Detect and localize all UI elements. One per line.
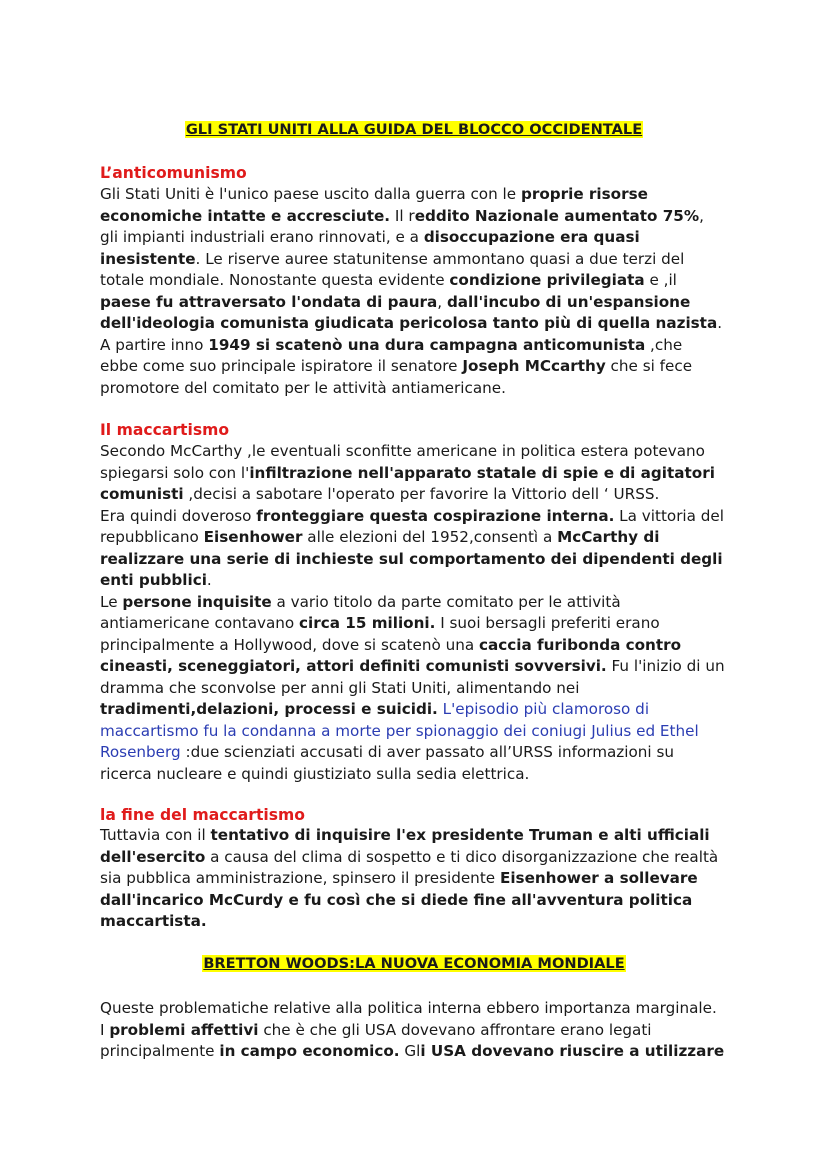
text-line: dell'esercito a causa del clima di sospetto e ti dico disorganizzazione che realtà bbox=[100, 847, 719, 866]
text-line: ricerca nucleare e quindi giustiziato sulla sedia elettrica. bbox=[100, 764, 530, 783]
text-line: comunisti ,decisi a sabotare l'operato per favorire la Vittorio dell ‘ URSS. bbox=[100, 485, 660, 503]
text-line: totale mondiale. Nonostante questa evidente condizione privilegiata e ,il bbox=[100, 271, 677, 289]
text-line: realizzare una serie di inchieste sul comportamento dei dipendenti degli bbox=[100, 549, 723, 568]
text-line: Rosenberg :due scienziati accusati di aver passato all’URSS informazioni su bbox=[100, 743, 675, 761]
text-line: tradimenti,delazioni, processi e suicidi. L'episodio più clamoroso di bbox=[100, 700, 650, 718]
text-line: Gli Stati Uniti è l'unico paese uscito dalla guerra con le proprie risorse bbox=[100, 185, 648, 203]
text-line: maccartismo fu la condanna a morte per spionaggio dei coniugi Julius ed Ethel bbox=[100, 721, 699, 740]
text-line: principalmente in campo economico. Gli USA dovevano riuscire a utilizzare bbox=[100, 1042, 725, 1060]
text-line: economiche intatte e accresciute. Il reddito Nazionale aumentato 75%, bbox=[100, 206, 704, 225]
section-heading-fine-maccartismo: la fine del maccartismo bbox=[100, 806, 305, 824]
text-line: sia pubblica amministrazione, spinsero il presidente Eisenhower a sollevare bbox=[100, 869, 698, 887]
text-line: gli impianti industriali erano rinnovati, e a disoccupazione era quasi bbox=[100, 228, 640, 246]
text-line: dall'incarico McCurdy e fu così che si diede fine all'avventura politica bbox=[100, 890, 693, 909]
text-line: Tuttavia con il tentativo di inquisire l'ex presidente Truman e alti ufficiali bbox=[100, 826, 710, 844]
paragraph-maccartismo bbox=[100, 441, 750, 785]
text-line: Secondo McCarthy ,le eventuali sconfitte americane in politica estera potevano bbox=[100, 442, 705, 460]
text-line: ebbe come suo principale ispiratore il senatore Joseph MCcarthy che si fece bbox=[100, 357, 693, 375]
paragraph-fine-maccartismo bbox=[100, 825, 750, 933]
text-line: principalmente a Hollywood, dove si scatenò una caccia furibonda contro bbox=[100, 635, 682, 654]
text-line: Era quindi doveroso fronteggiare questa cospirazione interna. La vittoria del bbox=[100, 506, 724, 525]
document-title: GLI STATI UNITI ALLA GUIDA DEL BLOCCO OCCIDENTALE bbox=[185, 121, 643, 138]
text-line: repubblicano Eisenhower alle elezioni del 1952,consentì a McCarthy di bbox=[100, 528, 660, 546]
text-line: dell'ideologia comunista giudicata pericolosa tanto più di quella nazista. bbox=[100, 314, 723, 332]
text-line: Le persone inquisite a vario titolo da parte comitato per le attività bbox=[100, 592, 621, 611]
text-line: paese fu attraversato l'ondata di paura, dall'incubo di un'espansione bbox=[100, 292, 691, 311]
section-heading-anticomunismo: L’anticomunismo bbox=[100, 164, 247, 182]
text-line: cineasti, sceneggiatori, attori definiti comunisti sovversivi. Fu l'inizio di un bbox=[100, 657, 725, 675]
text-line: antiamericane contavano circa 15 milioni. I suoi bersagli preferiti erano bbox=[100, 614, 660, 632]
text-line: spiegarsi solo con l'infiltrazione nell'apparato statale di spie e di agitatori bbox=[100, 463, 715, 482]
section-title-bretton-woods: BRETTON WOODS:LA NUOVA ECONOMIA MONDIALE bbox=[203, 955, 625, 972]
paragraph-anticomunismo bbox=[100, 184, 750, 399]
paragraph-bretton-woods bbox=[100, 998, 750, 1063]
text-line: I problemi affettivi che è che gli USA dovevano affrontare erano legati bbox=[100, 1020, 652, 1039]
section-heading-maccartismo: Il maccartismo bbox=[100, 421, 230, 439]
text-line: inesistente. Le riserve auree statunitense ammontano quasi a due terzi del bbox=[100, 249, 685, 268]
text-line: dramma che sconvolse per anni gli Stati Uniti, alimentando nei bbox=[100, 678, 580, 697]
text-line: promotore del comitato per le attività antiamericane. bbox=[100, 378, 506, 397]
text-line: Queste problematiche relative alla politica interna ebbero importanza marginale. bbox=[100, 999, 717, 1017]
text-line: A partire inno 1949 si scatenò una dura campagna anticomunista ,che bbox=[100, 335, 683, 354]
text-line: maccartista. bbox=[100, 912, 207, 930]
text-line: enti pubblici. bbox=[100, 571, 212, 589]
